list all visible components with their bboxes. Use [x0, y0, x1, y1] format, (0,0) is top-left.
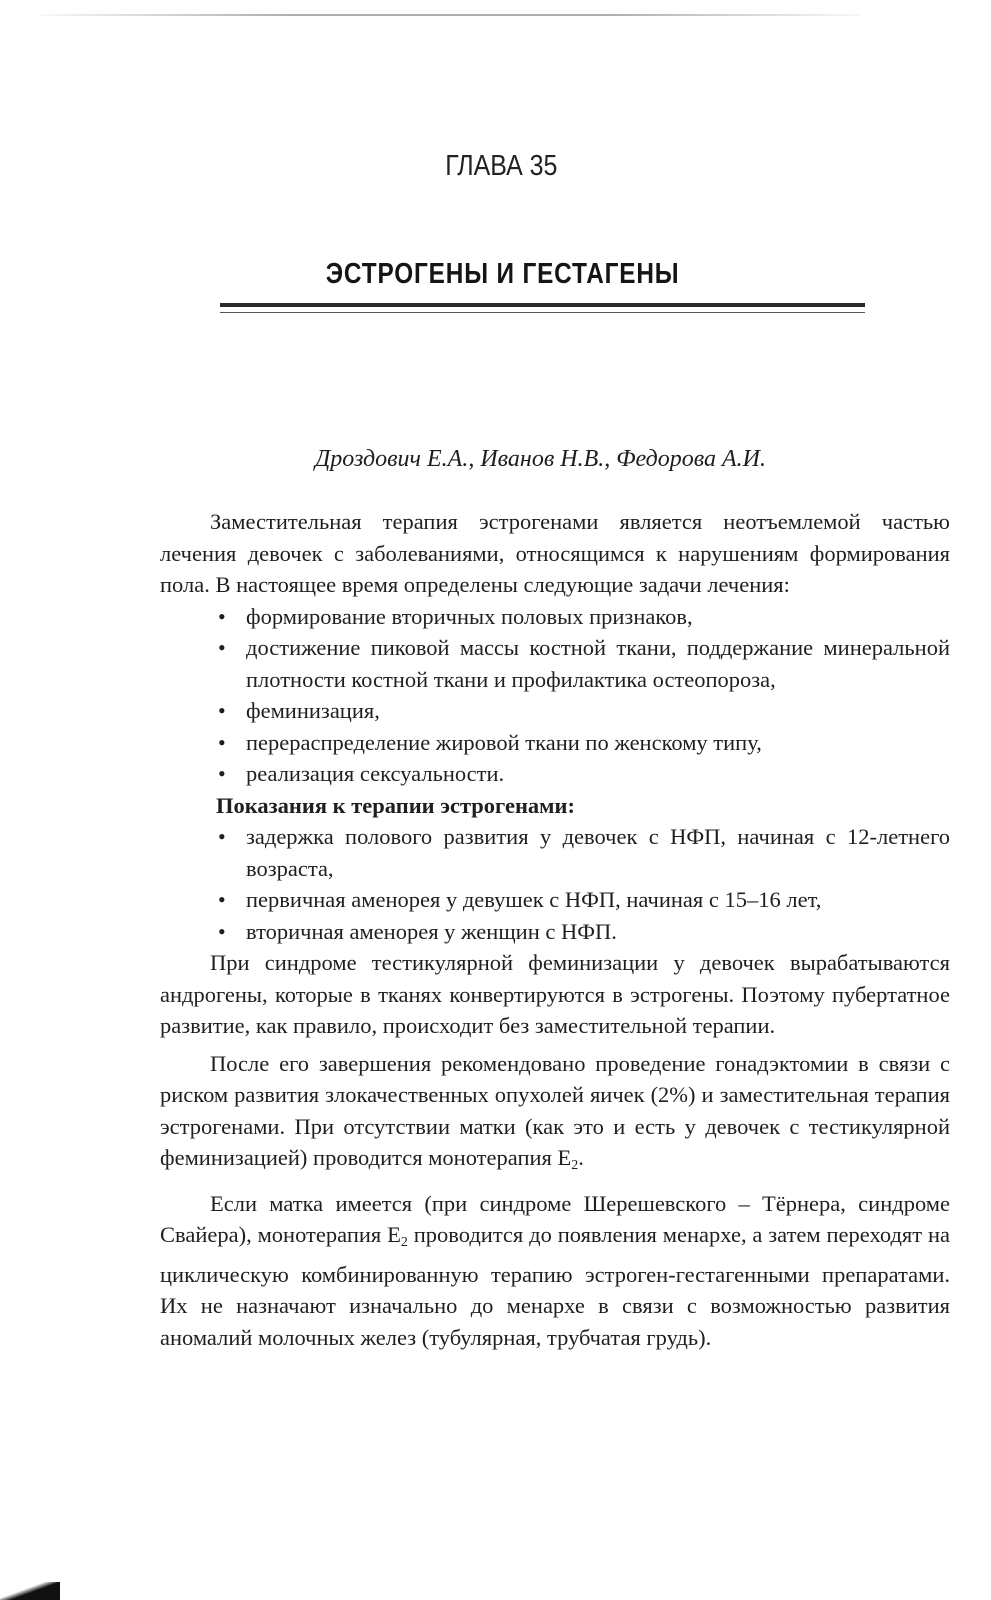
authors-line: Дроздович Е.А., Иванов Н.В., Федорова А.И. [315, 446, 766, 472]
bullet-icon: • [218, 603, 226, 629]
paragraph-gonadectomy: После его завершения рекомендовано проведение гонадэктомии в связи с риском развития злокачественных опухолей яичек (2%) и заместительная терапия эстрогенами. При отсутствии матки (как это и есть у девочек с тестикулярной феминизацией) проводится монотерапия $E_2$. [160, 1050, 950, 1173]
bullet-icon: • [218, 698, 226, 723]
title-rule-thin [220, 312, 865, 313]
bullet-icon: • [218, 635, 226, 660]
chapter-body [160, 506, 950, 1353]
tasks-list [160, 601, 950, 790]
top-scan-rule [40, 14, 860, 16]
list-item: • задержка полового развития у девочек с НФП, начиная с 12-летнего возраста, [160, 821, 950, 884]
indications-list [160, 821, 950, 947]
paragraph-uterus: Если матка имеется (при синдроме Шерешевского – Тёрнера, синдроме Свайера), монотерапия $E_2$ проводится до появления менархе, а затем переходят на циклическую комбинированную терапию эстроген-гестагенными препаратами. Их не назначают изначально до менархе в связи с возможностью развития аномалий молочных желез (тубулярная, трубчатая грудь). [160, 1190, 950, 1350]
list-item: • первичная аменорея у девушек с НФП, начиная с 15–16 лет, [160, 884, 950, 916]
bullet-icon: • [218, 729, 226, 755]
chapter-title: ЭСТРОГЕНЫ И ГЕСТАГЕНЫ [325, 258, 680, 290]
title-rule-thick [220, 303, 865, 307]
indications-heading: Показания к терапии эстрогенами: [216, 792, 575, 818]
scan-corner-shadow [0, 1582, 60, 1600]
bullet-icon: • [218, 887, 226, 912]
list-item: • перераспределение жировой ткани по женскому типу, [160, 727, 950, 759]
paragraph-tf: При синдроме тестикулярной феминизации у девочек вырабатываются андрогены, которые в тканях конвертируются в эстрогены. Поэтому пубертатное развитие, как правило, происходит без заместительной терапии. [160, 950, 950, 1038]
list-item: • формирование вторичных половых признаков, [160, 601, 950, 633]
list-item: • вторичная аменорея у женщин с НФП. [160, 916, 950, 948]
list-item: • реализация сексуальности. [160, 758, 950, 790]
bullet-icon: • [218, 761, 226, 786]
chapter-label: ГЛАВА 35 [445, 150, 558, 182]
list-item: • достижение пиковой массы костной ткани, поддержание минеральной плотности костной ткани и профилактика остеопороза, [160, 632, 950, 695]
bullet-icon: • [218, 824, 226, 849]
intro-paragraph: Заместительная терапия эстрогенами является неотъемлемой частью лечения девочек с заболеваниями, относящимся к нарушениям формирования пола. В настоящее время определены следующие задачи лечения: [160, 509, 950, 597]
list-item: • феминизация, [160, 695, 950, 727]
bullet-icon: • [218, 918, 226, 944]
